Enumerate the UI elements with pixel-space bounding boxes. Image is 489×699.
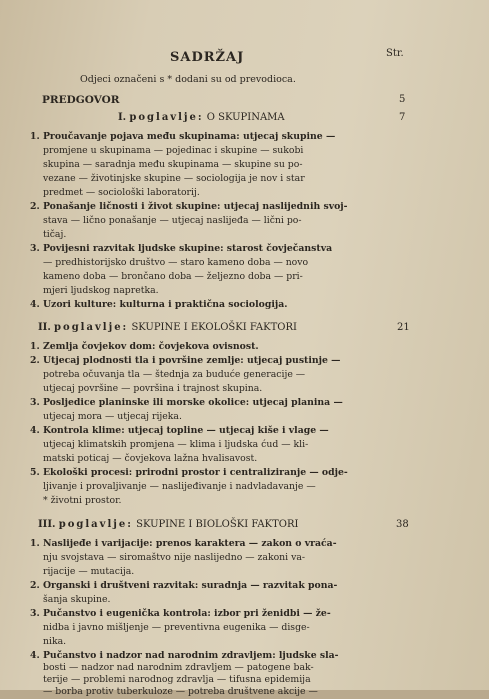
chapter-2-heading — [38, 322, 297, 333]
ch2-line-10: 5. Ekološki procesi: prirodni prostor i centraliziranje — odje- — [30, 467, 348, 478]
chapter-3-heading — [38, 519, 298, 530]
predgovor-page: 5 — [399, 94, 406, 105]
ch2-line-7: 4. Kontrola klime: utjecaj topline — utjecaj kiše i vlage — — [30, 425, 329, 436]
ch3-line-9: 4. Pučanstvo i nadzor nad narodnim zdravljem: ljudske sla- — [30, 650, 339, 661]
ch3-line-4: 2. Organski i društveni razvitak: suradnja — razvitak pona- — [30, 580, 338, 591]
chapter-2-page: 21 — [397, 322, 410, 333]
predgovor-heading: PREDGOVOR — [42, 94, 120, 106]
chapter-2-title: SKUPINE I EKOLOŠKI FAKTORI — [131, 322, 297, 333]
ch3-line-7: nidba i javno mišljenje — preventivna eugenika — disge- — [43, 622, 310, 633]
ch1-line-8: tičaj. — [43, 229, 67, 240]
ch3-line-5: šanja skupine. — [43, 594, 111, 605]
ch2-line-1: 1. Zemlja čovjekov dom: čovjekova ovisnost. — [30, 341, 259, 352]
ch2-line-3: potreba očuvanja tla — štednja za buduće generacije — — [43, 369, 306, 380]
ch2-line-9: matski poticaj — čovjekova lažna hvalisavost. — [43, 453, 258, 464]
ch1-line-7: stava — lično ponašanje — utjecaj naslijeđa — lični po- — [43, 215, 302, 226]
ch1-line-12: mjeri ljudskog napretka. — [43, 285, 159, 296]
ch1-line-10: — predhistorijsko društvo — staro kameno doba — novo — [43, 257, 309, 268]
chapter-3-num: III. — [38, 519, 56, 530]
ch2-line-2: 2. Utjecaj plodnosti tla i površine zemlje: utjecaj pustinje — — [30, 355, 341, 366]
ch3-line-3: rijacije — mutacija. — [43, 566, 135, 577]
ch1-line-13: 4. Uzori kulture: kulturna i praktična sociologija. — [30, 299, 288, 310]
ch2-line-11: ljivanje i provaljivanje — naslijeđivanje i nadvladavanje — — [43, 481, 316, 492]
ch1-line-5: predmet — sociološki laboratorij. — [43, 187, 200, 198]
page-column-label: Str. — [386, 48, 404, 59]
chapter-1-num: I. — [118, 112, 127, 123]
ch3-line-2: nju svojstava — siromaštvo nije naslijedno — zakoni va- — [43, 552, 306, 563]
ch3-line-8: nika. — [43, 636, 67, 647]
ch1-line-4: vezane — životinjske skupine — sociologija je nov i star — [43, 173, 305, 184]
chapter-1-heading — [118, 112, 285, 123]
chapter-3-label: poglavlje: — [58, 519, 133, 530]
ch1-line-9: 3. Povijesni razvitak ljudske skupine: starost čovječanstva — [30, 243, 333, 254]
ch1-line-3: skupina — saradnja među skupinama — skupine su po- — [43, 159, 303, 170]
chapter-1-title: O SKUPINAMA — [206, 112, 285, 123]
ch1-line-2: promjene u skupinama — pojedinac i skupine — sukobi — [43, 145, 304, 156]
translator-note: Odjeci označeni s * dodani su od prevodioca. — [80, 74, 296, 85]
ch3-line-11: terije — problemi narodnog zdravlja — tifusna epidemija — [43, 674, 311, 685]
ch1-line-1: 1. Proučavanje pojava među skupinama: utjecaj skupine — — [30, 131, 336, 142]
chapter-3-page: 38 — [396, 519, 409, 530]
ch1-line-11: kameno doba — brončano doba — željezno doba — pri- — [43, 271, 303, 282]
ch3-line-1: 1. Naslijeđe i varijacije: prenos karaktera — zakon o vraća- — [30, 538, 337, 549]
ch3-line-6: 3. Pučanstvo i eugenička kontrola: izbor pri ženidbi — že- — [30, 608, 331, 619]
ch2-line-12: * životni prostor. — [43, 495, 122, 506]
page-title: SADRŽAJ — [170, 50, 245, 65]
chapter-2-num: II. — [38, 322, 51, 333]
ch3-line-10: bosti — nadzor nad narodnim zdravljem — patogene bak- — [43, 662, 314, 673]
ch2-line-5: 3. Posljedice planinske ili morske okolice: utjecaj planina — — [30, 397, 343, 408]
chapter-3-title: SKUPINE I BIOLOŠKI FAKTORI — [136, 519, 299, 530]
ch2-line-6: utjecaj mora — utjecaj rijeka. — [43, 411, 182, 422]
ch3-line-12: — borba protiv tuberkuloze — potreba društvene akcije — — [43, 686, 318, 697]
ch2-line-8: utjecaj klimatskih promjena — klima i ljudska ćud — kli- — [43, 439, 309, 450]
chapter-2-label: poglavlje: — [54, 322, 129, 333]
chapter-1-page: 7 — [399, 112, 406, 123]
chapter-1-label: poglavlje: — [129, 112, 204, 123]
ch1-line-6: 2. Ponašanje ličnosti i život skupine: utjecaj naslijednih svoj- — [30, 201, 348, 212]
ch2-line-4: utjecaj površine — površina i trajnost skupina. — [43, 383, 263, 394]
